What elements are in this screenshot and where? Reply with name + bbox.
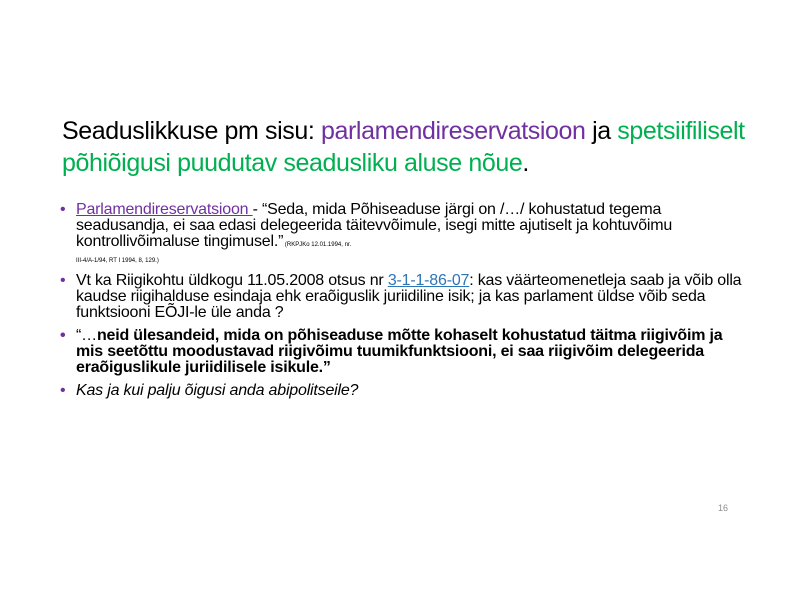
bullet-3-text: neid ülesandeid, mida on põhiseaduse mõtte kohaselt kohustatud täitma riigivõim ja mis seetõttu moodustavad riigivõimu tuumikfunktsiooni, ei saa riigivõim delegeerida eraõiguslikule juriidilisele isikule.” [76, 327, 723, 376]
title-part-2: parlamendireservatsioon [320, 117, 586, 145]
bullet-dot-icon: • [60, 272, 66, 289]
page-number: 16 [718, 503, 729, 513]
bullet-item-2 [60, 273, 745, 321]
bullet-3-lead: “… [76, 327, 97, 344]
bullet-4-text: Kas ja kui palju õigusi anda abipolitseile? [76, 382, 359, 399]
parlamendireservatsioon-link[interactable]: Parlamendireservatsioon [76, 201, 253, 218]
bullet-dot-icon: • [60, 201, 66, 218]
case-number-link[interactable]: 3-1-1-86-07 [387, 272, 470, 289]
bullet-2-pre: Vt ka Riigikohtu üldkogu 11.05.2008 otsus nr [76, 272, 388, 289]
bullet-item-1 [60, 202, 745, 266]
title-period: . [522, 149, 529, 177]
bullet-1-text: - “Seda, mida Põhiseaduse järgi on /…/ kohustatud tegema seadusandja, ei saa edasi delegeerida täitevvõimule, isegi mitte ajutiselt ja kohtuvõimu kontrollivõimaluse tingimusel.” [76, 201, 673, 250]
title-part-3: ja [585, 117, 618, 145]
bullet-1-citation-1: (RKPJKo 12.01.1994, nr. [283, 242, 352, 248]
bullet-dot-icon: • [60, 327, 66, 344]
slide-title [62, 115, 752, 179]
bullet-2-post: : kas väärteomenetleja saab ja võib olla kaudse riigihalduse esindaja ehk eraõiguslik juriidiline isik; ja kas parlament üldse võib seda funktsiooni EÕJI-le üle anda ? [76, 272, 742, 321]
bullet-list [60, 202, 745, 406]
bullet-1-citation-2: III-4/A-1/94, RT I 1994, 8, 129.) [76, 258, 159, 264]
title-part-4: spetsiifiliselt põhiõigusi puudutav seadusliku aluse nõue [62, 117, 745, 177]
bullet-item-4 [60, 383, 745, 399]
bullet-dot-icon: • [60, 382, 66, 399]
title-part-1: Seaduslikkuse pm sisu [62, 117, 308, 145]
bullet-item-3 [60, 328, 745, 376]
title-colon: : [307, 117, 321, 145]
